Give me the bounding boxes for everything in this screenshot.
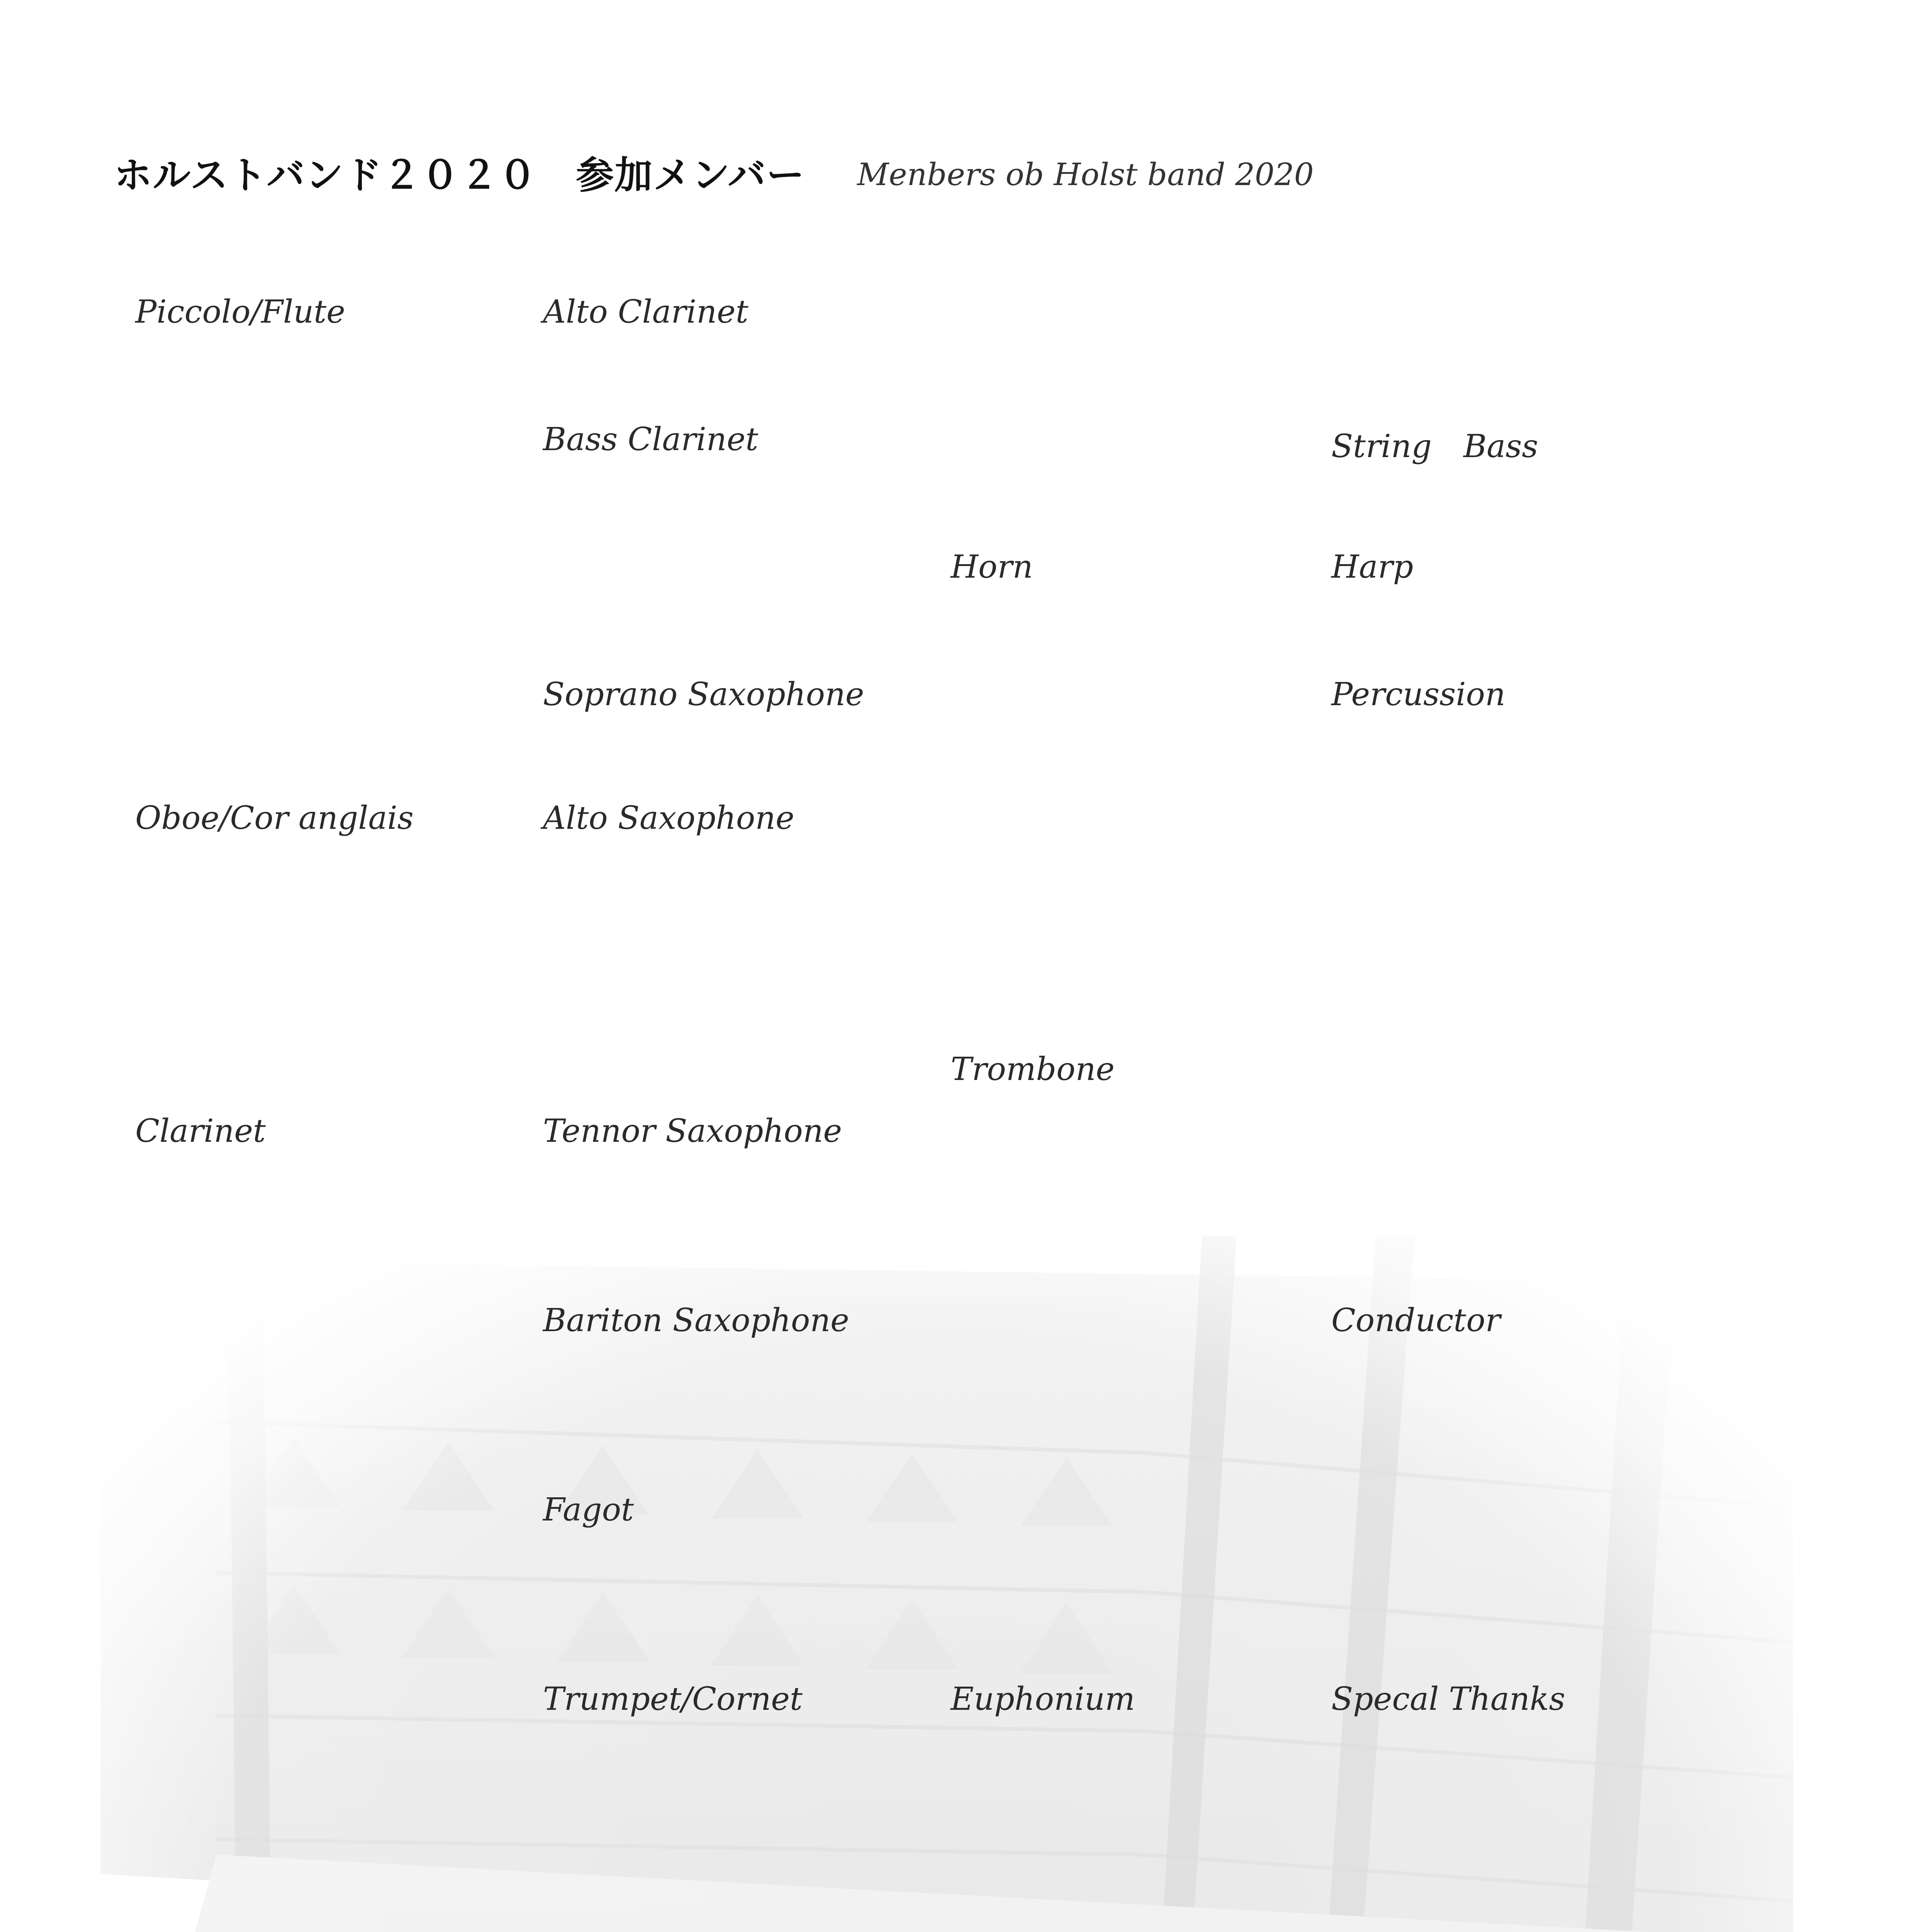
section-trumpet-cornet: Trumpet/Cornet	[543, 1681, 803, 1718]
section-percussion: Percussion	[1331, 676, 1506, 713]
section-clarinet: Clarinet	[135, 1113, 266, 1150]
section-fagot: Fagot	[543, 1492, 634, 1528]
section-alto-saxophone: Alto Saxophone	[543, 800, 795, 837]
section-soprano-saxophone: Soprano Saxophone	[543, 676, 864, 713]
section-bariton-saxophone: Bariton Saxophone	[543, 1302, 849, 1339]
section-string-bass: String Bass	[1331, 428, 1538, 465]
page-title: ホルストバンド２０２０ 参加メンバー	[114, 153, 805, 197]
page-subtitle: Menbers ob Holst band 2020	[857, 156, 1314, 192]
section-special-thanks: Specal Thanks	[1331, 1681, 1565, 1718]
section-alto-clarinet: Alto Clarinet	[543, 294, 749, 330]
section-harp: Harp	[1331, 549, 1414, 585]
section-euphonium: Euphonium	[951, 1681, 1135, 1718]
section-horn: Horn	[951, 549, 1033, 585]
section-oboe-cor-anglais: Oboe/Cor anglais	[135, 800, 414, 837]
section-trombone: Trombone	[951, 1051, 1115, 1088]
section-conductor: Conductor	[1331, 1302, 1501, 1339]
section-bass-clarinet: Bass Clarinet	[543, 421, 758, 458]
section-tennor-saxophone: Tennor Saxophone	[543, 1113, 842, 1150]
band-stage-photo	[100, 1236, 1793, 1932]
section-piccolo-flute: Piccolo/Flute	[135, 294, 345, 330]
